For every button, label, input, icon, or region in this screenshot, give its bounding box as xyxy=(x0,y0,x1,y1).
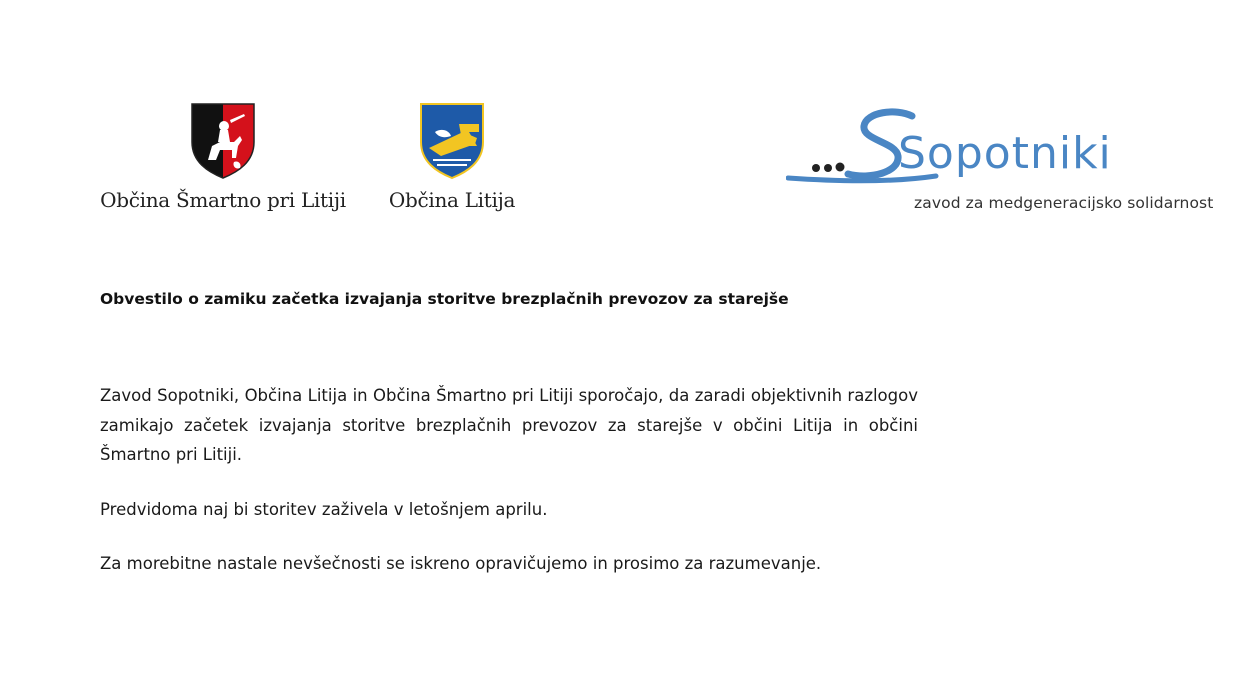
sopotniki-wordmark-icon xyxy=(786,104,1218,192)
body-paragraph-1: Zavod Sopotniki, Občina Litija in Občina Šmartno pri Litiji sporočajo, da zaradi objektivnih razlogov zamikajo začetek izvajanja storitve brezplačnih prevozov za starejše v občini Litija in občini Šmartno pri Litiji. xyxy=(100,386,918,464)
litija-coat-of-arms-icon xyxy=(419,102,485,180)
smartno-municipality-logo xyxy=(94,102,352,212)
smartno-municipality-name: Občina Šmartno pri Litiji xyxy=(100,188,346,212)
document-title: Obvestilo o zamiku začetka izvajanja storitve brezplačnih prevozov za starejše xyxy=(100,290,789,308)
body-paragraph-2: Predvidoma naj bi storitev zaživela v letošnjem aprilu. xyxy=(100,499,548,519)
body-paragraph-3: Za morebitne nastale nevšečnosti se iskreno opravičujemo in prosimo za razumevanje. xyxy=(100,554,822,573)
sopotniki-tagline: zavod za medgeneracijsko solidarnost xyxy=(914,194,1214,212)
document-body xyxy=(100,381,918,604)
smartno-coat-of-arms-icon xyxy=(190,102,256,180)
litija-municipality-logo xyxy=(382,102,522,212)
litija-municipality-name: Občina Litija xyxy=(388,188,516,212)
sopotniki-logo xyxy=(786,104,1218,216)
sopotniki-wordmark-text: Sopotniki xyxy=(898,128,1112,179)
